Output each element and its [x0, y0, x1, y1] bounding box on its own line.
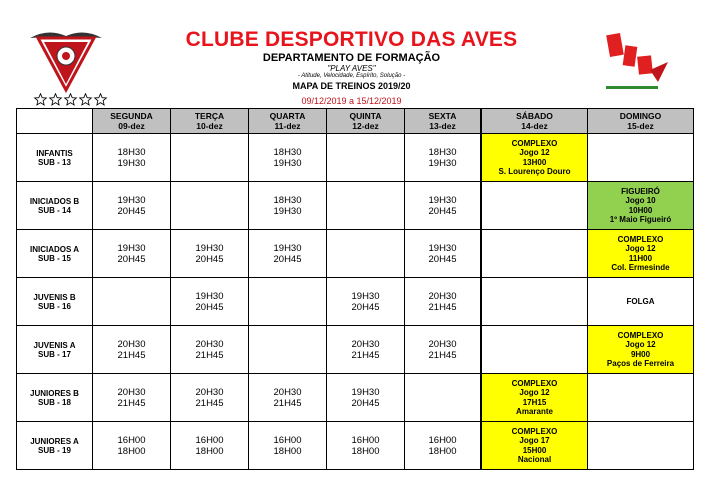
table-row	[482, 278, 694, 326]
sunday-game-cell	[588, 374, 694, 422]
game-info-line: Col. Ermesinde	[611, 263, 670, 272]
day-name: QUARTA	[269, 111, 306, 121]
team-category	[17, 134, 93, 182]
game-info-line: 1º Maio Figueiró	[609, 215, 672, 224]
training-time: 16H00	[117, 434, 146, 446]
game-info-line: COMPLEXO	[511, 138, 558, 148]
team-category	[17, 182, 93, 230]
training-time: 19H30	[273, 205, 302, 217]
day-date: 12-dez	[352, 121, 379, 131]
training-time: 18H00	[195, 445, 224, 457]
game-info-line: 11H00	[628, 253, 653, 263]
training-slot	[93, 230, 171, 278]
team-category	[17, 326, 93, 374]
training-slot	[171, 326, 249, 374]
table-row	[482, 374, 694, 422]
day-date: 15-dez	[627, 121, 654, 131]
game-info-line: 13H00	[522, 157, 547, 167]
saturday-game-cell	[482, 374, 588, 422]
sunday-game-cell	[588, 182, 694, 230]
training-slot	[405, 374, 481, 422]
training-time: 21H45	[195, 397, 224, 409]
training-time: 20H45	[117, 205, 146, 217]
training-time: 20H45	[195, 253, 224, 265]
day-header	[327, 109, 405, 134]
saturday-game-cell	[482, 230, 588, 278]
rating-stars	[33, 93, 108, 106]
training-time: 20H30	[428, 338, 457, 350]
saturday-game-cell	[482, 182, 588, 230]
training-slot	[249, 182, 327, 230]
training-time: 20H45	[428, 253, 457, 265]
day-date: 09-dez	[118, 121, 145, 131]
training-time: 21H45	[117, 349, 146, 361]
training-time: 16H00	[195, 434, 224, 446]
training-slot	[171, 182, 249, 230]
saturday-game-cell	[482, 422, 588, 470]
game-info-line: COMPLEXO	[617, 234, 664, 244]
training-slot	[327, 374, 405, 422]
training-time: 21H45	[428, 301, 457, 313]
training-slot	[171, 230, 249, 278]
training-time: 20H30	[195, 338, 224, 350]
table-row	[17, 374, 481, 422]
team-name: INICIADOS A	[29, 244, 80, 254]
department-title: DEPARTAMENTO DE FORMAÇÃO	[262, 52, 441, 64]
table-row	[482, 326, 694, 374]
table-row	[482, 134, 694, 182]
training-slot	[171, 422, 249, 470]
team-name: INICIADOS B	[29, 196, 80, 206]
sunday-game-cell	[588, 134, 694, 182]
sunday-game-cell	[588, 326, 694, 374]
training-time: 19H30	[195, 242, 224, 254]
team-category	[17, 374, 93, 422]
team-name: JUVENIS B	[33, 292, 76, 302]
sunday-game-cell	[588, 422, 694, 470]
training-time: 19H30	[428, 194, 457, 206]
team-category	[17, 422, 93, 470]
sunday-game-cell	[588, 230, 694, 278]
star-icon	[78, 93, 93, 106]
game-info-line: 17H15	[522, 397, 547, 407]
training-slot	[249, 134, 327, 182]
training-slot	[249, 230, 327, 278]
training-time: 19H30	[351, 386, 380, 398]
day-name: SEGUNDA	[110, 111, 153, 121]
game-info-line: 9H00	[630, 349, 651, 359]
training-time: 19H30	[117, 194, 146, 206]
training-slot	[249, 278, 327, 326]
training-time: 21H45	[195, 349, 224, 361]
period-range: 09/12/2019 a 15/12/2019	[301, 96, 402, 106]
day-name: SÁBADO	[516, 111, 553, 121]
day-header	[249, 109, 327, 134]
game-info-line: S. Lourenço Douro	[498, 167, 571, 176]
training-time: 18H30	[273, 194, 302, 206]
saturday-game-cell	[482, 278, 588, 326]
training-time: 18H00	[273, 445, 302, 457]
game-info-line: Jogo 12	[625, 244, 656, 253]
game-info-line: Paços de Ferreira	[606, 359, 675, 368]
table-row	[482, 422, 694, 470]
training-slot	[93, 278, 171, 326]
training-slot	[405, 134, 481, 182]
training-time: 20H30	[117, 386, 146, 398]
training-time: 20H45	[428, 205, 457, 217]
team-category	[17, 230, 93, 278]
training-slot	[327, 134, 405, 182]
weekend-day-header	[588, 109, 694, 134]
map-title: MAPA DE TREINOS 2019/20	[292, 81, 411, 91]
game-info-line: Amarante	[516, 407, 553, 416]
day-name: QUINTA	[349, 111, 382, 121]
training-slot	[405, 182, 481, 230]
training-time: 19H30	[117, 242, 146, 254]
training-time: 20H45	[195, 301, 224, 313]
game-info-line: FOLGA	[626, 297, 655, 306]
table-row	[482, 182, 694, 230]
training-time: 20H30	[351, 338, 380, 350]
training-slot	[327, 230, 405, 278]
corner-cell	[17, 109, 93, 134]
training-slot	[327, 326, 405, 374]
training-slot	[93, 182, 171, 230]
game-info-line: 10H00	[628, 205, 653, 215]
saturday-game-cell	[482, 134, 588, 182]
training-slot	[93, 134, 171, 182]
weekend-schedule-table	[481, 108, 694, 470]
day-header	[405, 109, 481, 134]
day-date: 11-dez	[274, 121, 301, 131]
training-time: 19H30	[195, 290, 224, 302]
game-info-line: COMPLEXO	[511, 378, 558, 388]
team-name: JUNIORES B	[30, 388, 79, 398]
training-slot	[249, 374, 327, 422]
training-slot	[327, 278, 405, 326]
training-slot	[93, 326, 171, 374]
training-time: 18H00	[428, 445, 457, 457]
program-tagline: - Atitude, Velocidade, Espírito, Solução -	[297, 73, 406, 79]
table-row	[17, 278, 481, 326]
game-info-line: Jogo 17	[519, 436, 550, 445]
day-name: DOMINGO	[619, 111, 662, 121]
game-info-line: Jogo 12	[519, 388, 550, 397]
training-time: 19H30	[117, 157, 146, 169]
team-name: JUNIORES A	[30, 436, 79, 446]
weekend-day-header	[482, 109, 588, 134]
training-time: 21H45	[273, 397, 302, 409]
table-row	[482, 230, 694, 278]
day-header	[171, 109, 249, 134]
training-slot	[327, 182, 405, 230]
training-slot	[249, 422, 327, 470]
training-time: 20H30	[273, 386, 302, 398]
training-slot	[93, 422, 171, 470]
training-time: 18H30	[273, 146, 302, 158]
table-row	[17, 182, 481, 230]
training-slot	[405, 422, 481, 470]
day-date: 10-dez	[196, 121, 223, 131]
star-icon	[93, 93, 108, 106]
training-time: 20H30	[195, 386, 224, 398]
club-title: CLUBE DESPORTIVO DAS AVES	[185, 28, 518, 51]
training-time: 20H45	[117, 253, 146, 265]
training-time: 19H30	[428, 242, 457, 254]
training-time: 21H45	[428, 349, 457, 361]
training-time: 16H00	[273, 434, 302, 446]
day-name: SEXTA	[428, 111, 457, 121]
team-age-group: SUB - 16	[38, 301, 71, 311]
team-age-group: SUB - 13	[38, 157, 71, 167]
day-date: 14-dez	[521, 121, 548, 131]
day-date: 13-dez	[429, 121, 456, 131]
team-name: INFANTIS	[36, 148, 73, 158]
game-info-line: COMPLEXO	[617, 330, 664, 340]
table-row	[17, 134, 481, 182]
training-slot	[93, 374, 171, 422]
training-time: 20H45	[351, 301, 380, 313]
training-time: 19H30	[351, 290, 380, 302]
training-time: 20H45	[273, 253, 302, 265]
saturday-game-cell	[482, 326, 588, 374]
training-slot	[327, 422, 405, 470]
training-slot	[249, 326, 327, 374]
training-time: 19H30	[428, 157, 457, 169]
training-slot	[405, 326, 481, 374]
game-info-line: Nacional	[517, 455, 552, 464]
game-info-line: FIGUEIRÓ	[621, 186, 660, 196]
team-category	[17, 278, 93, 326]
table-row	[17, 326, 481, 374]
team-age-group: SUB - 14	[38, 205, 71, 215]
training-slot	[171, 278, 249, 326]
team-age-group: SUB - 18	[38, 397, 71, 407]
training-time: 20H30	[428, 290, 457, 302]
game-info-line: Jogo 12	[519, 148, 550, 157]
training-time: 18H30	[428, 146, 457, 158]
training-time: 21H45	[351, 349, 380, 361]
training-time: 18H30	[117, 146, 146, 158]
training-time: 16H00	[351, 434, 380, 446]
team-age-group: SUB - 15	[38, 253, 71, 263]
training-time: 18H00	[117, 445, 146, 457]
weekday-schedule-table	[16, 108, 481, 470]
game-info-line: Jogo 10	[625, 196, 656, 205]
star-icon	[63, 93, 78, 106]
star-icon	[48, 93, 63, 106]
team-age-group: SUB - 17	[38, 349, 71, 359]
training-time: 18H00	[351, 445, 380, 457]
training-slot	[405, 278, 481, 326]
training-time: 20H30	[117, 338, 146, 350]
training-slot	[171, 374, 249, 422]
sunday-game-cell	[588, 278, 694, 326]
day-header	[93, 109, 171, 134]
table-row	[17, 230, 481, 278]
game-info-line: 15H00	[522, 445, 547, 455]
team-age-group: SUB - 19	[38, 445, 71, 455]
game-info-line: Jogo 12	[625, 340, 656, 349]
program-name: "PLAY AVES"	[327, 64, 376, 73]
training-time: 20H45	[351, 397, 380, 409]
table-row	[17, 422, 481, 470]
training-time: 21H45	[117, 397, 146, 409]
training-time: 19H30	[273, 157, 302, 169]
training-time: 19H30	[273, 242, 302, 254]
team-name: JUVENIS A	[33, 340, 76, 350]
game-info-line: COMPLEXO	[511, 426, 558, 436]
training-slot	[171, 134, 249, 182]
star-icon	[33, 93, 48, 106]
training-time: 16H00	[428, 434, 457, 446]
day-name: TERÇA	[194, 111, 225, 121]
training-slot	[405, 230, 481, 278]
